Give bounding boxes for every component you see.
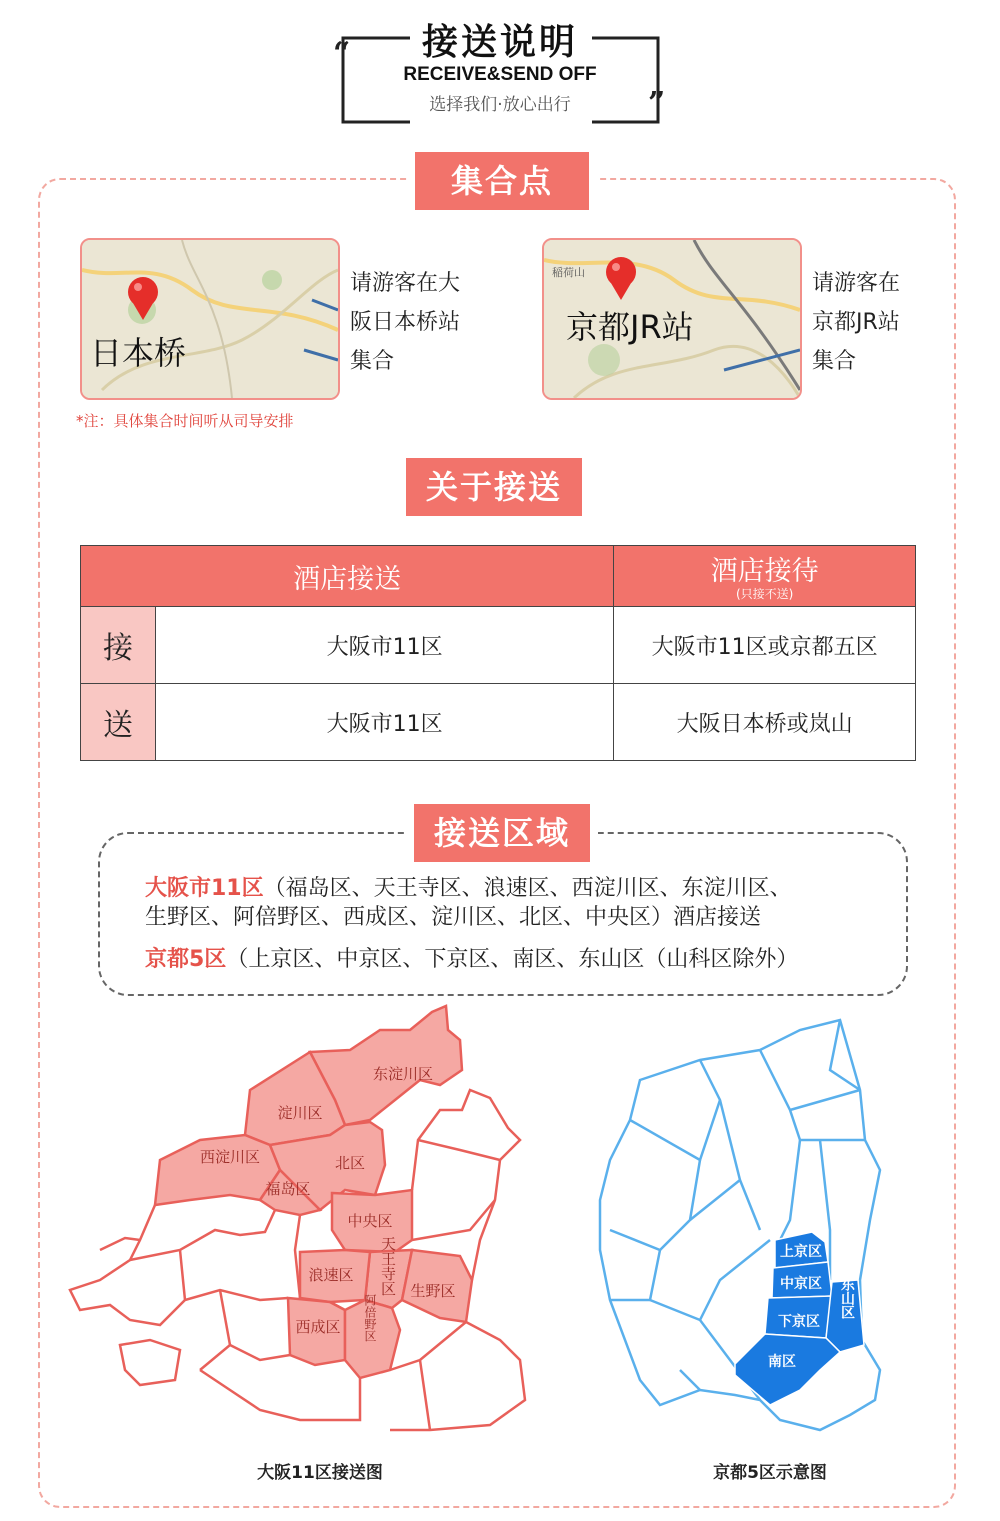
area-section-title: 接送区域 <box>414 804 590 862</box>
meeting-text-line: 请游客在大 <box>350 271 461 296</box>
ward-label-kamigyo: 上京区 <box>780 1244 822 1260</box>
ward-label-nishinari: 西成区 <box>295 1318 341 1336</box>
col-header-sub: (只接不送) <box>735 587 794 601</box>
ward-label-shimogyo: 下京区 <box>778 1314 820 1330</box>
table-cell: 大阪市11区或京都五区 <box>614 607 916 684</box>
ward-shape-nishiyodogawa <box>155 1135 280 1205</box>
ward-label-nakagyo: 中京区 <box>780 1276 822 1292</box>
meeting-note: *注：具体集合时间听从司导安排 <box>76 412 294 430</box>
ward-label-kita: 北区 <box>334 1154 366 1172</box>
osaka-area-list: （福岛区、天王寺区、浪速区、西淀川区、东淀川区、 <box>263 876 792 901</box>
meeting-text-line: 集合 <box>350 349 395 374</box>
row-label: 送 <box>81 684 156 761</box>
quote-close: ” <box>648 86 666 121</box>
kyoto-area-label: 京都5区 <box>145 947 227 972</box>
map-label-nipponbashi: 日本桥 <box>90 334 187 372</box>
table-cell: 大阪市11区 <box>156 607 614 684</box>
ward-label-abeno: 阿倍野区 <box>363 1294 377 1342</box>
page-slogan: 选择我们·放心出行 <box>429 95 571 115</box>
ward-label-naniwa: 浪速区 <box>308 1266 354 1284</box>
map-small-label: 稲荷山 <box>552 266 585 279</box>
table-header-row <box>81 546 916 607</box>
osaka-area-line-2: 生野区、阿倍野区、西成区、淀川区、北区、中央区）酒店接送 <box>145 905 762 930</box>
page-title: 接送说明 <box>421 22 578 63</box>
table-cell: 大阪市11区 <box>156 684 614 761</box>
meeting-text-line: 阪日本桥站 <box>350 310 461 335</box>
table-row <box>81 607 916 684</box>
col-header-hotel-reception <box>614 546 916 607</box>
ward-label-chuo: 中央区 <box>347 1212 393 1230</box>
ward-label-fukushima: 福岛区 <box>265 1180 311 1198</box>
ward-label-tennoji: 天王寺区 <box>379 1236 397 1296</box>
osaka-map-caption: 大阪11区接送图 <box>257 1463 383 1483</box>
table-cell: 大阪日本桥或岚山 <box>614 684 916 761</box>
header <box>0 0 1000 140</box>
ward-label-ikuno: 生野区 <box>410 1282 456 1300</box>
kyoto-map-caption: 京都5区示意图 <box>713 1463 827 1483</box>
kyoto-area-list: （上京区、中京区、下京区、南区、东山区（山科区除外） <box>226 947 799 972</box>
ward-label-minami: 南区 <box>768 1354 796 1370</box>
meeting-text-2 <box>812 264 900 381</box>
transfer-table <box>80 545 916 761</box>
osaka-ward-map <box>60 1000 540 1440</box>
meeting-text-line: 集合 <box>812 349 857 374</box>
table-row <box>81 684 916 761</box>
map-background <box>82 240 338 398</box>
ward-label-higashiyama: 东山区 <box>839 1277 855 1319</box>
meeting-text-line: 京都JR站 <box>812 310 900 335</box>
quote-open: “ <box>333 36 351 71</box>
map-card-nipponbashi <box>80 238 340 400</box>
transfer-section-title: 关于接送 <box>406 458 582 516</box>
meeting-text-line: 请游客在 <box>812 271 901 296</box>
ward-label-nishiyodogawa: 西淀川区 <box>199 1148 261 1166</box>
meeting-text-1 <box>350 264 460 381</box>
kyoto-ward-map <box>580 1010 910 1440</box>
osaka-area-label: 大阪市11区 <box>145 876 264 901</box>
page-subtitle: RECEIVE&SEND OFF <box>403 64 597 85</box>
col-header-hotel-transfer <box>81 546 614 607</box>
ward-label-yodogawa: 淀川区 <box>277 1104 323 1122</box>
map-card-kyoto-jr <box>542 238 802 400</box>
osaka-area-line-1 <box>145 874 905 903</box>
meeting-section-title: 集合点 <box>415 152 589 210</box>
col-header-label: 酒店接待 <box>710 556 819 587</box>
col-header-label: 酒店接送 <box>293 563 402 595</box>
ward-label-higashiyodogawa: 东淀川区 <box>372 1065 434 1083</box>
map-label-kyoto-jr: 京都JR站 <box>566 308 694 346</box>
kyoto-area-text <box>145 945 905 974</box>
row-label: 接 <box>81 607 156 684</box>
osaka-area-text <box>145 874 905 932</box>
